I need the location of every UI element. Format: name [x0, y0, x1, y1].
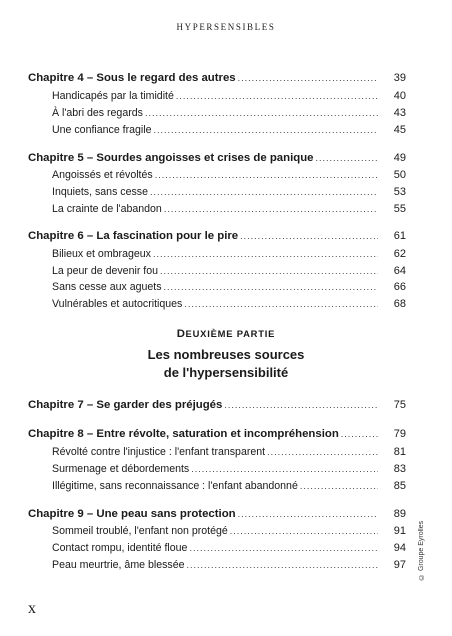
- toc-page: 50: [393, 169, 406, 181]
- toc-page: 62: [393, 248, 406, 260]
- toc-label: Handicapés par la timidité: [52, 90, 174, 102]
- toc-page: 39: [393, 72, 406, 84]
- toc-label: Chapitre 4 – Sous le regard des autres: [28, 72, 236, 84]
- toc-page: 75: [393, 399, 406, 411]
- toc-label: Chapitre 8 – Entre révolte, saturation et incompréhension: [28, 428, 339, 440]
- leader-dots: [300, 479, 378, 493]
- toc-page: 94: [393, 542, 406, 554]
- toc-label: Vulnérables et autocritiques: [52, 298, 183, 310]
- toc-page: 55: [393, 203, 406, 215]
- page-folio: x: [28, 600, 36, 617]
- toc-row[interactable]: [28, 424, 406, 441]
- toc-label: Chapitre 5 – Sourdes angoisses et crises de panique: [28, 152, 314, 164]
- leader-dots: [150, 185, 378, 199]
- toc-row[interactable]: [52, 555, 406, 572]
- toc-page: 68: [393, 298, 406, 310]
- toc-page: 43: [393, 107, 406, 119]
- toc-label: Révolté contre l'injustice : l'enfant transparent: [52, 446, 266, 458]
- toc-row[interactable]: [52, 261, 406, 278]
- leader-dots: [160, 264, 378, 278]
- toc-page: 91: [393, 525, 406, 537]
- toc-label: Illégitime, sans reconnaissance : l'enfant abandonné: [52, 480, 298, 492]
- toc-label: La crainte de l'abandon: [52, 203, 162, 215]
- toc-row[interactable]: [52, 294, 406, 311]
- toc-row[interactable]: [52, 182, 406, 199]
- toc-page: 64: [393, 265, 406, 277]
- toc-page: 89: [393, 508, 406, 520]
- toc-label: Inquiets, sans cesse: [52, 186, 148, 198]
- leader-dots: [164, 202, 378, 216]
- toc-row[interactable]: [52, 459, 406, 476]
- part-title-line1: Les nombreuses sources: [147, 347, 305, 362]
- leader-dots: [191, 462, 378, 476]
- toc-row[interactable]: [52, 521, 406, 538]
- toc-page: 85: [393, 480, 406, 492]
- toc-page: 79: [393, 428, 406, 440]
- toc-page: 81: [393, 446, 406, 458]
- toc-page: 45: [393, 124, 406, 136]
- leader-dots: [153, 247, 378, 261]
- toc-label: Bilieux et ombrageux: [52, 248, 151, 260]
- toc-row[interactable]: [52, 86, 406, 103]
- leader-dots: [184, 297, 378, 311]
- leader-dots: [187, 558, 379, 572]
- leader-dots: [154, 123, 378, 137]
- toc-label: Chapitre 7 – Se garder des préjugés: [28, 399, 223, 411]
- toc-row[interactable]: [28, 395, 406, 412]
- toc-label: Peau meurtrie, âme blessée: [52, 559, 185, 571]
- leader-dots: [240, 229, 378, 243]
- toc-page: 49: [393, 152, 406, 164]
- toc-row[interactable]: [52, 199, 406, 216]
- toc-row[interactable]: [52, 120, 406, 137]
- toc-row[interactable]: [52, 165, 406, 182]
- leader-dots: [176, 89, 378, 103]
- toc-label: La peur de devenir fou: [52, 265, 159, 277]
- leader-dots: [145, 106, 378, 120]
- part-title-line2: de l'hypersensibilité: [163, 365, 289, 380]
- leader-dots: [238, 71, 378, 85]
- toc-row[interactable]: [28, 226, 406, 243]
- toc-page: 83: [393, 463, 406, 475]
- toc-label: Sommeil troublé, l'enfant non protégé: [52, 525, 228, 537]
- toc-row[interactable]: [28, 68, 406, 85]
- toc-page: 61: [393, 230, 406, 242]
- toc-row[interactable]: [52, 277, 406, 294]
- toc-page: 97: [393, 559, 406, 571]
- leader-dots: [189, 541, 378, 555]
- toc-row[interactable]: [52, 103, 406, 120]
- toc-row[interactable]: [28, 504, 406, 521]
- toc-label: Surmenage et débordements: [52, 463, 190, 475]
- copyright-notice: © Groupe Eyrolles: [418, 520, 425, 580]
- toc-row[interactable]: [28, 148, 406, 165]
- toc-label: À l'abri des regards: [52, 107, 143, 119]
- leader-dots: [267, 445, 378, 459]
- leader-dots: [155, 168, 378, 182]
- part-title: [0, 346, 452, 382]
- toc-row[interactable]: [52, 244, 406, 261]
- toc-row[interactable]: [52, 476, 406, 493]
- part-label-rest: EUXIÈME PARTIE: [185, 328, 276, 339]
- toc-row[interactable]: [52, 538, 406, 555]
- leader-dots: [164, 280, 378, 294]
- toc-label: Chapitre 9 – Une peau sans protection: [28, 508, 236, 520]
- toc-label: Contact rompu, identité floue: [52, 542, 188, 554]
- toc-page: 53: [393, 186, 406, 198]
- toc-label: Chapitre 6 – La fascination pour le pire: [28, 230, 239, 242]
- toc-label: Sans cesse aux aguets: [52, 281, 162, 293]
- leader-dots: [238, 507, 378, 521]
- toc-label: Angoissés et révoltés: [52, 169, 153, 181]
- part-label: [0, 328, 452, 340]
- leader-dots: [316, 151, 378, 165]
- leader-dots: [224, 398, 378, 412]
- leader-dots: [230, 524, 378, 538]
- toc-page: 40: [393, 90, 406, 102]
- leader-dots: [341, 427, 378, 441]
- running-head: HYPERSENSIBLES: [176, 22, 276, 32]
- toc-page: 66: [393, 281, 406, 293]
- toc-row[interactable]: [52, 442, 406, 459]
- toc-label: Une confiance fragile: [52, 124, 152, 136]
- part-label-initial: D: [176, 328, 186, 340]
